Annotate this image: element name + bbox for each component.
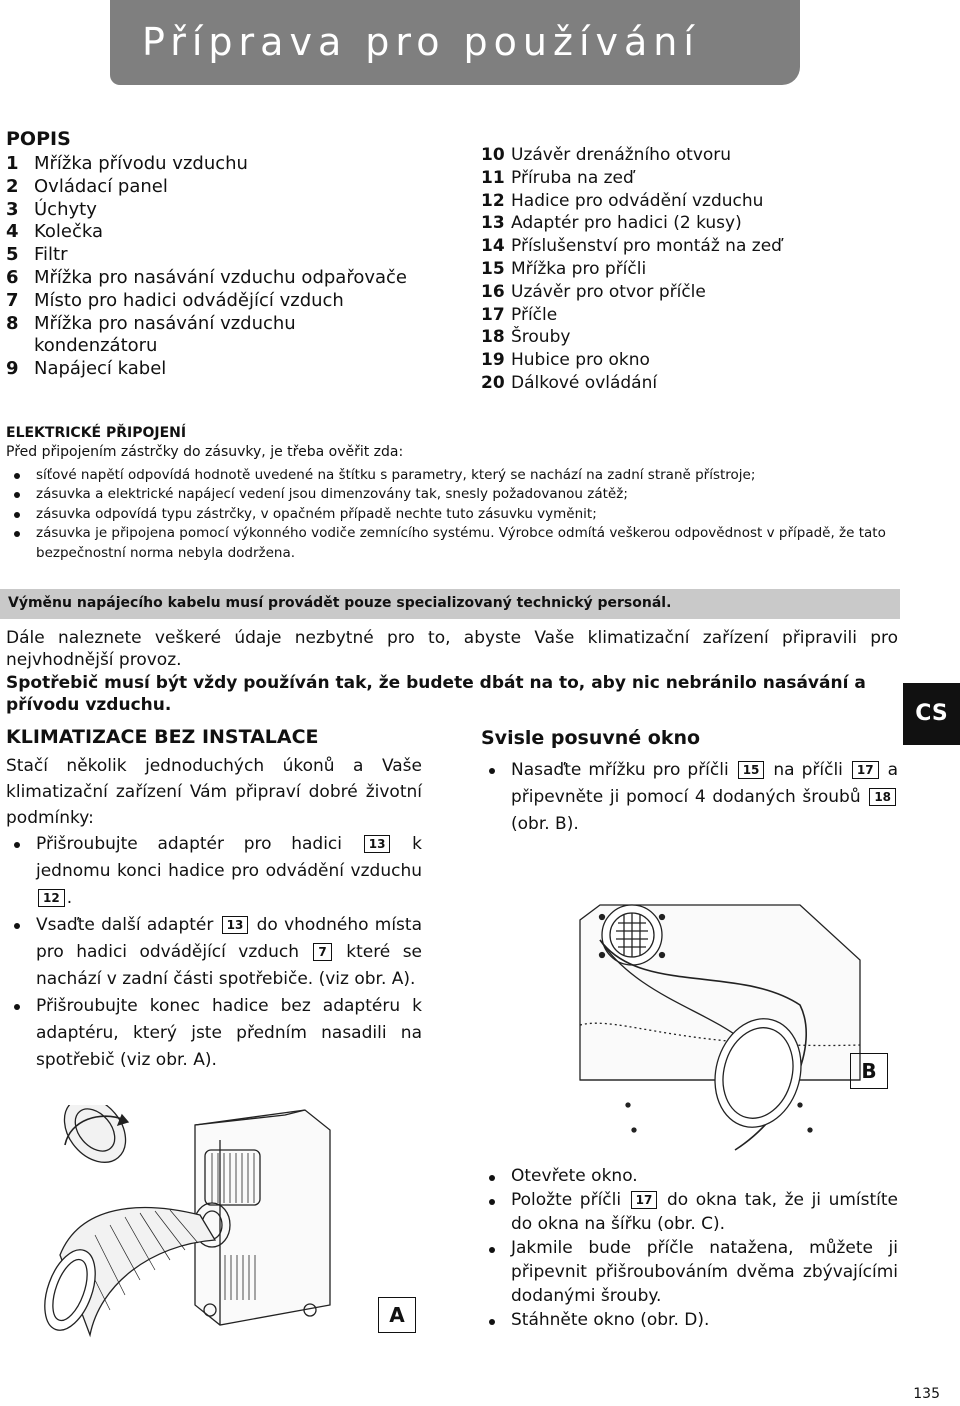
electric-list: [8, 466, 900, 563]
figure-a-label: A: [378, 1297, 416, 1333]
list-item: 7 Místo pro hadici odvádějící vzduch: [6, 289, 344, 311]
steps-list: [483, 1164, 898, 1332]
list-item: síťové napětí odpovídá hodnotě uvedené na štítku s parametry, který se nachází na zadní straně přístroje;: [8, 466, 900, 485]
page-title: Příprava pro používání: [142, 20, 700, 64]
part-ref: 7: [313, 943, 331, 961]
part-ref: 18: [869, 788, 896, 806]
title-banner: [110, 0, 800, 85]
figure-b-window-illustration: [560, 875, 890, 1155]
list-item: 16 Uzávěr pro otvor příčle: [481, 281, 706, 302]
list-item: Nasaďte mřížku pro příčli 15 na příčli 17 a připevněte ji pomocí 4 dodaných šroubů 18 (obr. B).: [483, 757, 898, 838]
list-item: 10 Uzávěr drenážního otvoru: [481, 145, 732, 165]
klimatizace-intro: Stačí několik jednoduchých úkonů a Vaše klimatizační zařízení Vám připraví dobré životní podmínky:: [6, 756, 422, 828]
list-item: 2 Ovládací panel: [6, 175, 168, 197]
electric-heading: ELEKTRICKÉ PŘIPOJENÍ: [6, 425, 187, 441]
list-item: zásuvka je připojena pomocí výkonného vodiče zemnícího systému. Výrobce odmítá veškerou odpovědnost v případě, že tato bezpečnostní norma nebyla dodržena.: [8, 524, 900, 563]
popis-heading: POPIS: [6, 128, 71, 150]
list-item: 18 Šrouby: [481, 327, 571, 348]
list-item: zásuvka a elektrické napájecí vedení jsou dimenzovány tak, snesly požadovanou zátěž;: [8, 485, 900, 504]
figure-a-appliance-illustration: [40, 1105, 400, 1355]
list-item: 19 Hubice pro okno: [481, 350, 650, 371]
part-ref: 17: [631, 1191, 658, 1209]
list-item: Přišroubujte konec hadice bez adaptéru k adaptéru, který jste předním nasadili na spotřebič (viz obr. A).: [8, 993, 422, 1074]
list-item: Stáhněte okno (obr. D).: [483, 1308, 898, 1332]
figure-b-label: B: [850, 1053, 888, 1089]
popis-right-list: [481, 144, 901, 395]
part-ref: 12: [38, 889, 65, 907]
list-item: 14 Příslušenství pro montáž na zeď: [481, 236, 782, 257]
language-tab: CS: [903, 683, 960, 745]
list-item: 13 Adaptér pro hadici (2 kusy): [481, 213, 742, 234]
list-item: Otevřete okno.: [483, 1164, 898, 1188]
list-item: 9 Napájecí kabel: [6, 358, 167, 380]
klimatizace-list: [8, 831, 422, 1074]
part-ref: 17: [852, 761, 879, 779]
list-item: Vsaďte další adaptér 13 do vhodného místa pro hadici odvádějící vzduch 7 které se nachází v zadní části spotřebiče. (viz obr. A).: [8, 912, 422, 993]
warning-text: Výměnu napájecího kabelu musí provádět pouze specializovaný technický personál.: [8, 595, 672, 611]
list-item: 15 Mřížka pro příčli: [481, 258, 647, 279]
list-item: 17 Příčle: [481, 304, 558, 325]
electric-intro: Před připojením zástrčky do zásuvky, je třeba ověřit zda:: [6, 444, 404, 460]
list-item: zásuvka odpovídá typu zástrčky, v opačném případě nechte tuto zásuvku vyměnit;: [8, 505, 900, 524]
info-text: Dále naleznete veškeré údaje nezbytné pro to, abyste Vaše klimatizační zařízení připravili pro nejvhodnější provoz.: [6, 628, 898, 670]
list-item: 8 Mřížka pro nasávání vzduchu kondenzátoru: [6, 312, 296, 357]
list-item: 5 Filtr: [6, 244, 68, 266]
part-ref: 13: [364, 835, 391, 853]
list-item: 12 Hadice pro odvádění vzduchu: [481, 190, 764, 211]
list-item: 1 Mřížka přívodu vzduchu: [6, 153, 248, 174]
list-item: 11 Příruba na zeď: [481, 167, 634, 188]
list-item: Položte příčli 17 do okna tak, že ji umístíte do okna na šířku (obr. C).: [483, 1188, 898, 1236]
list-item: 4 Kolečka: [6, 221, 104, 243]
list-item: 3 Úchyty: [6, 198, 97, 220]
klimatizace-heading: KLIMATIZACE BEZ INSTALACE: [6, 726, 319, 748]
warning-bar: [0, 589, 900, 619]
list-item: 6 Mřížka pro nasávání vzduchu odpařovače: [6, 266, 407, 288]
list-item: 20 Dálkové ovládání: [481, 372, 658, 393]
svisle-list: [483, 757, 898, 838]
popis-left-list: [6, 153, 422, 381]
list-item: Přišroubujte adaptér pro hadici 13 k jednomu konci hadice pro odvádění vzduchu 12 .: [8, 831, 422, 912]
info-bold-text: Spotřebič musí být vždy používán tak, že budete dbát na to, aby nic nebránilo nasávání a přívodu vzduchu.: [6, 673, 866, 715]
part-ref: 15: [738, 761, 765, 779]
page-number: 135: [913, 1386, 940, 1402]
part-ref: 13: [222, 916, 249, 934]
list-item: Jakmile bude příčle natažena, můžete ji připevnit přišroubováním dvěma zbývajícími dodanými šrouby.: [483, 1236, 898, 1308]
svisle-heading: Svisle posuvné okno: [481, 727, 701, 749]
